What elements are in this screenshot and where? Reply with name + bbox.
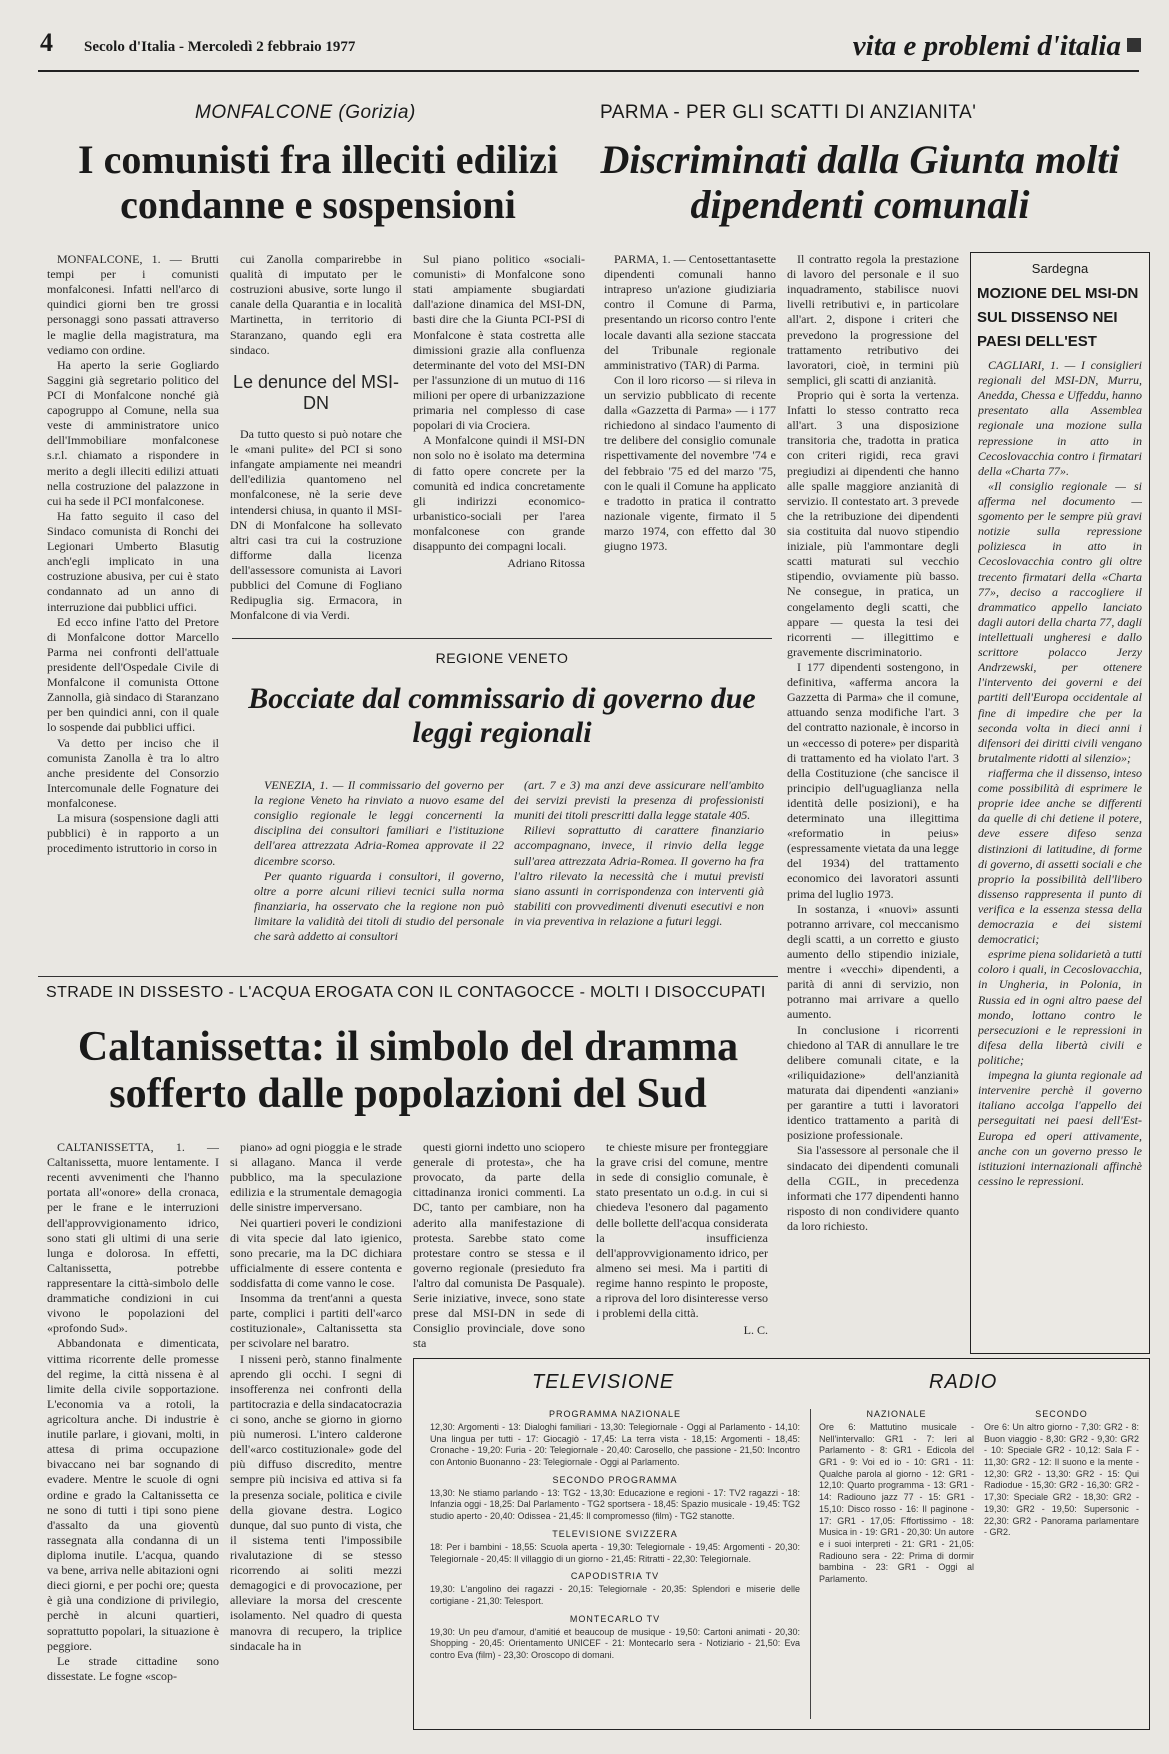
veneto-headline: Bocciate dal commissario di governo due leggi regionali [248,682,756,749]
paragraph: A Monfalcone quindi il MSI-DN non solo no è isolato ma determina di fatto opere concrete per la comunità ed indica concretamente gli indirizzi economico-urbanistico-sociali per l'area monfalconese con grande disappunto dei compagni locali. [413,433,585,554]
radio-nazionale [819,1403,974,1721]
parma-col-2 [787,252,959,1402]
paragraph: Ha fatto seguito il caso del Sindaco comunista di Ronchi dei Legionari Umberto Blasutig anch'egli implicato in una costruzione abusiva, per cui è stato condannato ad un anno di interruzione dai pubblici uffici. [47,508,219,614]
caltanissetta-col-1 [47,1140,219,1730]
tv-listings [430,1403,800,1721]
paragraph: Le strade cittadine sono dissestate. Le fogne «scop- [47,1653,219,1683]
tv-channel-name: MONTECARLO TV [569,1613,661,1624]
sardegna-body-text [978,358,1142,1189]
parma-col-1-text [604,252,776,554]
monfalcone-col-1 [47,252,219,1294]
caltanissetta-signature: L. C. [743,1323,768,1338]
paragraph: Il contratto regola la prestazione di lavoro del personale e il suo inquadramento, stabilisce nuovi livelli retributivi e, in particolare all'art. 2, dispone i criteri che prevedono la progressione del trattamento retributivo dei lavoratori, cioè, in termini più semplici, gli scatti di anzianità. [787,252,959,387]
monfalcone-col-2a-text [230,252,402,358]
radio-title: RADIO [929,1371,998,1393]
monfalcone-col-2b-text [230,427,402,623]
paragraph: impegna la giunta regionale ad intervenire perchè il governo italiano accolga l'appello dei perseguitati nei paesi dell'Est-Europa ed operi attivamente, anche con un governo presso le istituzioni internazionali affinchè cessino le repressioni. [978,1068,1142,1188]
paragraph: La misura (sospensione dagli atti pubblici) è in rapporto a un procedimento istruttorio in corso in [47,811,219,856]
monfalcone-col-1-text [47,252,219,856]
radio-secondo [984,1403,1139,1721]
paragraph: Nei quartieri poveri le condizioni di vita specie dal lato igienico, sono precarie, ma la DC dichiara ufficialmente di essere contenta e soddisfatta di come vanno le cose. [230,1215,402,1290]
monfalcone-col-2 [230,252,402,672]
caltanissetta-top-rule [38,976,778,977]
paragraph: «Il consiglio regionale — si afferma nel documento — sgomento per le sempre più gravi notizie sulla repressione poliziesca in atto in Cecoslovacchia contro gli oltre trecento firmatari della «Charta 77», deciso a raccogliere il drammatico appello lanciato dagli autori della charta 77, dagli intellettuali ungheresi e dallo scrittore polacco Jerzy Andrzewski, per ottenere l'intervento dei governi e dei partiti dell'Europa occidentale al fine di impedire che per la seconda volta in dieci anni i difensori dei diritti civili vengano brutalmente ridotti al silenzio»; [978,478,1142,765]
paragraph: Ed ecco infine l'atto del Pretore di Monfalcone dottor Marcello Parma nei confronti dell'attuale presidente dell'Ospedale Civile di Monfalcone il comunista Ottone Zannolla, già sindaco di Staranzano per ben quindici anni, con il quale lo sospende dai pubblici uffici. [47,614,219,735]
paragraph: PARMA, 1. — Centosettantasette dipendenti comunali hanno intrapreso un'azione giudiziaria contro il Comune di Parma, presentando un ricorso contro l'ente locale davanti alla sezione staccata del Tribunale regionale amministrativo (TAR) di Parma. [604,252,776,372]
paragraph: cui Zanolla comparirebbe in qualità di imputato per le costruzioni abusive, sorte lungo il canale della Quarantia e in località Martinetta, in territorio di Staranzano, quando egli era sindaco. [230,252,402,357]
header-rule [38,70,1139,72]
tv-channel-name: TELEVISIONE SVIZZERA [552,1528,678,1539]
paragraph: In sostanza, i «nuovi» assunti potranno arrivare, col meccanismo degli scatti, a un corretto e giusto aumento dello stipendio iniziale, mentre i «vecchi» dipendenti, a parità di anni di servizio, non potranno mai arrivare a quello aumento. [787,901,959,1022]
caltanissetta-col-2-text [230,1140,402,1654]
paragraph: Insomma da trent'anni a questa parte, complici i partiti dell'«arco costituzionale», Caltanissetta sta per scivolare nel baratro. [230,1291,402,1351]
paragraph: piano» ad ogni pioggia e le strade si allagano. Manca il verde pubblico, ma la speculazione edilizia e la strumentale demagogia delle sinistre imperversano. [230,1140,402,1215]
caltanissetta-headline: Caltanissetta: il simbolo del dramma sofferto dalle popolazioni del Sud [77,1024,739,1118]
tv-channel-schedule: 19,30: Un peu d'amour, d'amitié et beaucoup de musique - 19,50: Cartoni animati - 20,30: Shopping - 20,45: Orientamento UNICEF - 21: Montecarlo sera - Notiziario - 21,50: Eva contro Eva (film) - 23,30: Oroscopo di domani. [430,1626,800,1660]
paragraph: questi giorni indetto uno sciopero generale di protesta», che ha provocato, da parte della cittadinanza ironici commenti. La DC, tanto per cambiare, non ha aderito alla manifestazione di protesta. Sarebbe stato come protestare contro se stessa e il governo regionale (presieduto fra l'altro dal comunista De Pasquale). Serie iniziative, invece, sono state prese dal MSI-DN in sede di Consiglio provinciale, dove sono sta [413,1140,585,1351]
tv-channel-name: SECONDO PROGRAMMA [552,1474,678,1485]
caltanissetta-col-1-text [47,1140,219,1684]
paragraph: riafferma che il dissenso, inteso come possibilità di esprimere le proprie idee anche se differenti da quelle di chi detiene il potere, deve essere difeso senza distinzioni di latitudine, di forme di governo, di assetti sociali e che proprio la possibilità dell'libero dissenso rappresenta il punto di verifica e la essenza stessa della democrazia e dei sistemi democratici; [978,765,1142,947]
tv-channel-schedule: 12,30: Argomenti - 13: Dialoghi familiari - 13,30: Telegiornale - Oggi al Parlamento - 14,10: Una lingua per tutti - 17: Giocagiò - 17,45: La terra vista - 18,15: Argomenti - 18,45: Cronache - 19,20: Furia - 20: Telegiornale - 20,40: Carosello, che passione - 21,50: Incontro con Antonio Buonanno - 23: Telegiornale - Oggi al Parlamento. [430,1422,800,1468]
paragraph: Ha aperto la serie Gogliardo Saggini già segretario politico del PCI di Monfalcone nonché già capogruppo al Comune, nella sua veste di amministratore unico dell'Immobiliare monfalconese s.r.l. chiamato a rispondere in merito a degli illeciti edilizi attuati nella costruzione del palazzone in cui ha sede il PCI monfalconese. [47,357,219,508]
caltanissetta-col-4 [596,1140,768,1380]
paragraph: Proprio qui è sorta la vertenza. Infatti lo stesso contratto reca all'art. 3 una disposizione transitoria che, tradotta in pratica con criteri rigidi, reca gravi pregiudizi ai dipendenti che hanno alle spalle maggiore anzianità di servizio. Il contestato art. 3 prevede che la retribuzione dei dipendenti sia costituita dal nuovo stipendio iniziale, più l'ammontare degli scatti maturati sul vecchio stipendio, ovviamente più basso. Ne consegue, in pratica, un congelamento degli scatti, che appare — questa la tesi dei ricorrenti — illegittimo e gravemente discriminatorio. [787,387,959,659]
paragraph: I nisseni però, stanno finalmente aprendo gli occhi. I segni di insofferenza nei confronti della partitocrazia e della sindacatocrazia ci sono, anche se giorno in giorno più numerosi. L'intero calderone dell'«arco costituzionale» gode del più diffuso discredito, mentre sempre più incisiva ed attiva si fa la presenza sociale, politica e civile della giovane destra. Logico dunque, dal suo punto di vista, che il sistema tenti l'impossibile rivalutazione di se stesso ricorrendo ai soliti mezzi demagogici e di provocazione, per alleviare la morsa del crescente isolamento. Nel quadro di questa manovra di recupero, la triplice sindacale ha in [230,1351,402,1653]
paragraph: MONFALCONE, 1. — Brutti tempi per i comunisti monfalconesi. Infatti nell'arco di quindici giorni ben tre grossi personaggi sono passati attraverso le maglie della magistratura, ma vediamo con ordine. [47,252,219,357]
paragraph: CAGLIARI, 1. — I consiglieri regionali del MSI-DN, Murru, Anedda, Chessa e Uffeddu, hanno presentato alla Assemblea regionale una mozione sulla repressione in atto in Cecoslovacchia contro i firmatari della «Charta 77». [978,358,1142,478]
caltanissetta-col-2 [230,1140,402,1730]
monfalcone-col-3 [413,252,585,614]
radio-channel-schedule: Ore 6: Un altro giorno - 7,30: GR2 - 8: Buon viaggio - 8,30: GR2 - 9,30: GR2 - 10: Speciale GR2 - 10,12: Sala F - 11,30: GR2 - 12: Il suono e la mente - 12,30: GR2 - 13,30: GR2 - 15: Qui Radiodue - 15,30: GR2 - 16,30: GR2 - 17,30: Speciale GR2 - 18,30: GR2 - 19,30: GR2 - 19,50: Supersonic - 22,30: GR2 - Panorama parlamentare - GR2. [984,1422,1139,1538]
veneto-col-1 [254,778,504,958]
tv-radio-box [413,1358,1150,1730]
tv-channel-schedule: 19,30: L'angolino dei ragazzi - 20,15: Telegiornale - 20,35: Splendori e miserie delle cortigiane - 21,30: Telesport. [430,1584,800,1606]
page-number: 4 [40,28,53,57]
veneto-col-1-text [254,778,504,944]
caltanissetta-col-3 [413,1140,585,1380]
paragraph: te chieste misure per fronteggiare la grave crisi del comune, mentre in sede di consiglio comunale, è stato presentato un o.d.g. in cui si chiedeva l'esonero dal pagamento delle bollette dell'acqua considerata la insufficienza dell'approvvigionamento idrico, per almeno sei mesi. Ma i partiti di regime hanno respinto le proposte, a riprova del loro disinteresse verso i problemi della città. [596,1140,768,1321]
paragraph: In conclusione i ricorrenti chiedono al TAR di annullare le tre delibere comunali citate, e la «riliquidazione» dell'anzianità maturata dai dipendenti «anziani» per garantire a tutti i lavoratori identico trattamento a parità di posizione professionale. [787,1022,959,1143]
veneto-col-2-text [514,778,764,929]
caltanissetta-col-4-text [596,1140,768,1321]
parma-col-2-text [787,252,959,1234]
sardegna-body [978,358,1142,1258]
veneto-top-rule [232,638,772,639]
parma-col-1 [604,252,776,614]
paragraph: Sul piano politico «sociali-comunisti» di Monfalcone sono stati ampiamente sbugiardati dall'azione dinamica del MSI-DN, basti dire che la Giunta PCI-PSI di Monfalcone è stata costretta alle dimissioni grazie alla confluenza determinante del voto del MSI-DN per l'assunzione di un mutuo di 116 milioni per opere di urbanizzazione primaria nel complesso di case popolari di via Crociera. [413,252,585,433]
monfalcone-signature: Adriano Ritossa [507,556,585,571]
paragraph: (art. 7 e 3) ma anzi deve assicurare nell'ambito dei servizi previsti la presenza di professionisti muniti dei titoli prescritti dalla legge statale 405. [514,778,764,823]
monfalcone-col-3-text [413,252,585,554]
paragraph: I 177 dipendenti sostengono, in definitiva, «afferma ancora la Gazzetta di Parma» che il comune, attuando senza modifiche l'art. 3 del contratto nazionale, è incorso in un «eccesso di potere» per disparità di trattamento ed ha violato l'art. 3 della Costituzione (che sancisce il principio dell'uguaglianza nella identità delle posizioni), e ha determinato una illegittima «reformatio in peius» (espressamente vietata da una legge del 1934) del trattamento economico dei lavoratori assunti prima del luglio 1973. [787,659,959,901]
paragraph: Abbandonata e dimenticata, vittima ricorrente delle promesse del regime, la città nissena è al limite della civile sopportazione. L'economia va a rotoli, la agricoltura anche. Di industrie è inutile parlare, i giovani, molti, in attesa di prima occupazione bivaccano nei bar sognando di evadere. Mentre le scuole di ogni ordine e grado la Caltanissetta ce ne sono di tutti i tipi sono piene d'assalto da una gioventù rassegnata alla condanna di un diploma inutile. L'acqua, quando va bene, arriva nelle abitazioni ogni dieci giorni, e per pochi ore; questa è già una condizione di privilegio, perchè in alcuni quartieri, soprattutto popolari, la situazione è peggiore. [47,1336,219,1653]
veneto-col-2 [514,778,764,958]
radio-channel-name: NAZIONALE [866,1409,927,1419]
sardegna-region: Sardegna [1031,261,1089,276]
paragraph: Rilievi soprattutto di carattere finanziario accompagnano, invece, il rinvio della legge sull'area attrezzata Adria-Romea. Il governo ha fra l'altro rilevato la necessità che i mutui previsti siano assunti in corrispondenza con interventi già stabiliti con provvedimenti divenuti esecutivi e non in via preventiva in relazione a futuri leggi. [514,823,764,928]
tv-channel-schedule: 13,30: Ne stiamo parlando - 13: TG2 - 13,30: Educazione e regioni - 17: TV2 ragazzi - 18: Infanzia oggi - 18,25: Dal Parlamento - TG2 sportsera - 18,45: Spazio musicale - 19,45: TG2 studio aperto - 20,40: Odissea - 21,45: Il compromesso (film) - TG2 stanotte. [430,1487,800,1522]
sardegna-box [970,252,1150,1354]
paragraph: esprime piena solidarietà a tutti coloro i quali, in Cecoslovacchia, in Ungheria, in Polonia, in Russia ed in ogni altro paese del mondo, lottano contro le persecuzioni e le repressioni in difesa della libertà civili e politiche; [978,947,1142,1068]
paragraph: CALTANISSETTA, 1. — Caltanissetta, muore lentamente. I recenti avvenimenti che l'hanno portata all'«onore» della cronaca, per le frane e le interruzioni dell'approvvigionamento idrico, sono stati gli ultimi di una serie lunga e dolorosa. In effetti, Caltanissetta, potrebbe rappresentare la città-simbolo delle drammatiche condizioni in cui vivono le popolazioni del «profondo Sud». [47,1140,219,1336]
paragraph: Sia l'assessore al personale che il sindacato dei dipendenti comunali della CGIL, in precedenza informati che 177 dipendenti hanno risposto di non condividere quanto da loro richiesto. [787,1143,959,1233]
radio-channel-name: SECONDO [1035,1409,1088,1419]
newspaper-date: Secolo d'Italia - Mercoledì 2 febbraio 1977 [84,39,356,55]
paragraph: VENEZIA, 1. — Il commissario del governo per la regione Veneto ha rinviato a nuovo esame del consiglio regionale le leggi concernenti la disciplina dei consultori familiari e l'istituzione dell'area attrezzata Adria-Romea approvate il 22 dicembre scorso. [254,778,504,868]
paragraph: Va detto per inciso che il comunista Zanolla è tra lo altro anche presidente del Consorzio Intercomunale delle Fognature dei monfalconese. [47,735,219,810]
tv-radio-divider [810,1409,811,1719]
monfalcone-subhead: Le denunce del MSI-DN [232,371,400,414]
sardegna-headline: MOZIONE DEL MSI-DN SUL DISSENSO NEI PAESI DELL'EST [977,285,1139,350]
radio-channel-schedule: Ore 6: Mattutino musicale - Nell'intervallo: GR1 - 7: Ieri al Parlamento - 8: GR1 - Edicola del GR1 - 9: Voi ed io - 10: GR1 - 11: Qualche parola al giorno - 12: GR1 - 12,10: Quarto programma - 13: GR1 - 14: Radiouno jazz 77 - 15: GR1 - 15,10: Disco rosso - 16: Il paginone - 17: GR1 - 17,05: Fffortissimo - 18: Musica in - 19: GR1 - 20,30: Un autore e i suoi interpreti - 21: GR1 - 21,05: Radiouno sera - 22: Prima di dormir bambina - 23: GR1 - Oggi al Parlamento. [819,1422,974,1584]
tv-channel-name: PROGRAMMA NAZIONALE [548,1409,682,1419]
tv-title: TELEVISIONE [532,1371,675,1393]
monfalcone-kicker: MONFALCONE (Gorizia) [195,102,416,123]
section-title: vita e problemi d'italia [852,30,1121,62]
parma-headline: Discriminati dalla Giunta molti dipendenti comunali [600,137,1120,227]
veneto-kicker: REGIONE VENETO [435,650,569,666]
monfalcone-headline: I comunisti fra illeciti edilizi condanne e sospensioni [78,137,558,227]
paragraph: Per quanto riguarda i consultori, il governo, oltre a porre alcuni rilievi tecnici sulla norma finanziaria, ha osservato che la regione non può limitare la validità dei titoli di studio del personale che sarà addetto ai consultori [254,868,504,944]
section-marker-icon [1127,38,1141,52]
caltanissetta-col-3-text [413,1140,585,1352]
caltanissetta-strap: STRADE IN DISSESTO - L'ACQUA EROGATA CON IL CONTAGOCCE - MOLTI I DISOCCUPATI [46,984,766,1001]
paragraph: Da tutto questo si può notare che le «mani pulite» del PCI si sono infangate ampiamente nei meandri dell'edilizia quantomeno nel monfalconese, nè la serie deve intendersi chiusa, in quanto il MSI-DN di Monfalcone ha sollevato altri casi tra cui la costruzione difforme dalla licenza dell'assessore comunista ai Lavori pubblici del Comune di Fogliano Redipuglia sig. Ermacora, in Monfalcone di via Verdi. [230,426,402,623]
paragraph: Con il loro ricorso — si rileva in un servizio pubblicato di recente dalla «Gazzetta di Parma» — i 177 richiedono al sindaco l'aumento di tre delibere del consiglio comunale rispettivamente del novembre '74 e del febbraio '75 ed del marzo '75, con le quali il Comune ha applicato e tradotto in pratica il contratto nazionale vigente, firmato il 5 marzo 1974, con effetto dal 30 giugno 1973. [604,372,776,554]
tv-channel-name: CAPODISTRIA TV [570,1571,660,1582]
parma-kicker: PARMA - PER GLI SCATTI DI ANZIANITA' [600,102,977,123]
tv-channel-schedule: 18: Per i bambini - 18,55: Scuola aperta - 19,30: Telegiornale - 19,45: Argomenti - 20,30: Telegiornale - 20,45: Il villaggio di un giorno - 21,45: Ritratti - 22,30: Telegiornale. [430,1541,800,1564]
